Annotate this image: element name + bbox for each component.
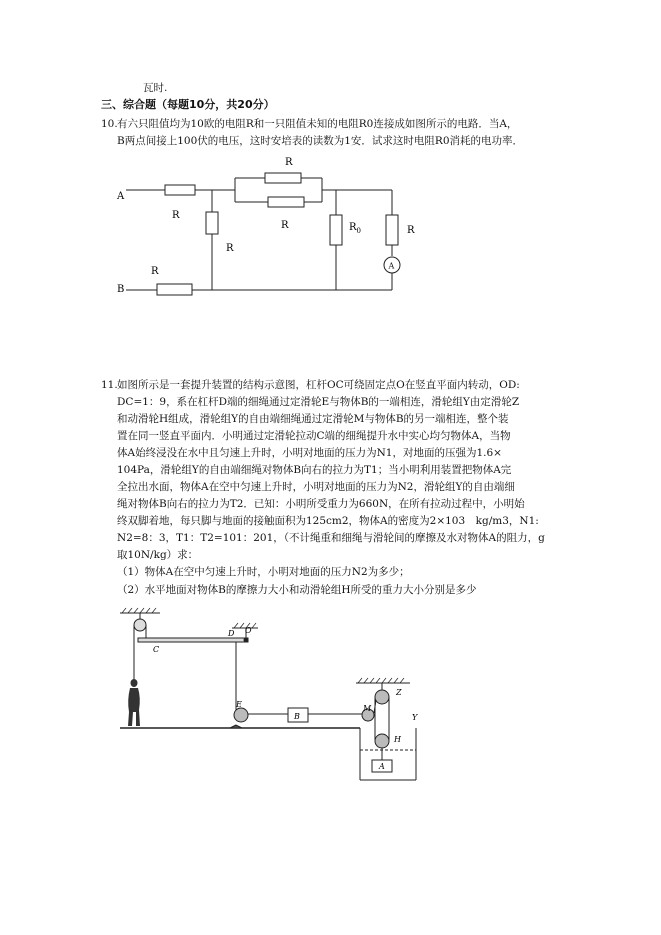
label-y: Y [412, 713, 418, 722]
question-11-sub-1: （1）物体A在空中匀速上升时，小明对地面的压力N2为多少； [117, 566, 410, 578]
resistor-label-shunt: R [226, 243, 234, 254]
question-11-line-7: 全拉出水面，物体A在空中匀速上升时，小明对地面的压力为N2，滑轮组Y的自由端细 [117, 481, 515, 493]
question-11-line-4: 置在同一竖直平面内．小明通过定滑轮拉动C端的细绳提升水中实心均匀物体A，当物 [117, 430, 511, 442]
question-11-line-1: 如图所示是一套提升装置的结构示意图，杠杆OC可绕固定点O在竖直平面内转动，OD: [117, 379, 520, 391]
label-a: A [379, 762, 385, 771]
question-11-line-6: 104Pa，滑轮组Y的自由端细绳对物体B向右的拉力为T1；当小明利用装置把物体A完 [117, 464, 512, 476]
question-11-line-3: 和动滑轮H组成，滑轮组Y的自由端细绳通过定滑轮M与物体B的另一端相连，整个装 [117, 413, 509, 425]
question-11-line-9: 终双脚着地，每只脚与地面的接触面积为125cm2，物体A的密度为2×103 kg/m3，N1: [117, 515, 539, 527]
node-b-label: B [117, 284, 125, 295]
resistor-label-top-left: R [172, 210, 180, 221]
resistor-label-parallel-lower: R [281, 220, 289, 231]
question-11-sub-2: （2）水平地面对物体B的摩擦力大小和动滑轮组H所受的重力大小分别是多少 [117, 584, 477, 596]
label-o: O [245, 626, 252, 635]
question-11-line-8: 绳对物体B向右的拉力为T2．已知：小明所受重力为660N，在所有拉动过程中，小明始 [117, 498, 525, 510]
resistor-label-parallel-upper: R [285, 157, 293, 168]
label-b: B [294, 712, 300, 721]
question-11-line-5: 体A始终浸没在水中且匀速上升时，小明对地面的压力为N1，对地面的压强为1.6× [117, 447, 502, 459]
label-c: C [153, 645, 160, 654]
label-e: E [236, 700, 242, 709]
top-left-pulley [134, 619, 146, 631]
pulley-h [375, 734, 389, 748]
question-11-line-11: 取10N/kg）求： [117, 549, 199, 561]
section-heading: 三、综合题（每题10分，共20分） [101, 98, 275, 111]
label-z: Z [396, 688, 402, 697]
question-11-line-2: DC=1：9，系在杠杆D端的细绳通过定滑轮E与物体B的一端相连，滑轮组Y由定滑轮Z [117, 396, 520, 408]
node-a-label: A [117, 191, 125, 202]
question-10-number: 10. [101, 118, 118, 130]
lever-oc [138, 638, 248, 642]
person-figure [128, 679, 140, 726]
label-d: D [228, 629, 235, 638]
question-11-number: 11. [101, 379, 118, 391]
ammeter-label: A [388, 261, 395, 271]
resistor-label-bottom: R [151, 266, 159, 277]
label-m: M [363, 704, 372, 713]
pulley-z [375, 690, 389, 704]
previous-answer-fragment: 瓦时. [143, 82, 168, 94]
pulley-e [234, 708, 248, 722]
question-10-line-1: 有六只阻值均为10欧的电阻R和一只阻值未知的电阻R0连接成如图所示的电路．当A， [117, 118, 518, 130]
label-h: H [394, 735, 401, 744]
question-10-line-2: B两点间接上100伏的电压，这时安培表的读数为1安．试求这时电阻R0消耗的电功率． [117, 135, 524, 147]
resistor-label-ammeter-branch: R [407, 225, 415, 236]
resistor-r0-label: $R_0$ [349, 222, 361, 235]
question-11-line-10: N2=8：3，T1：T2=101：201，（不计绳重和细绳与滑轮间的摩擦及水对物体A的阻力，g [117, 532, 545, 544]
